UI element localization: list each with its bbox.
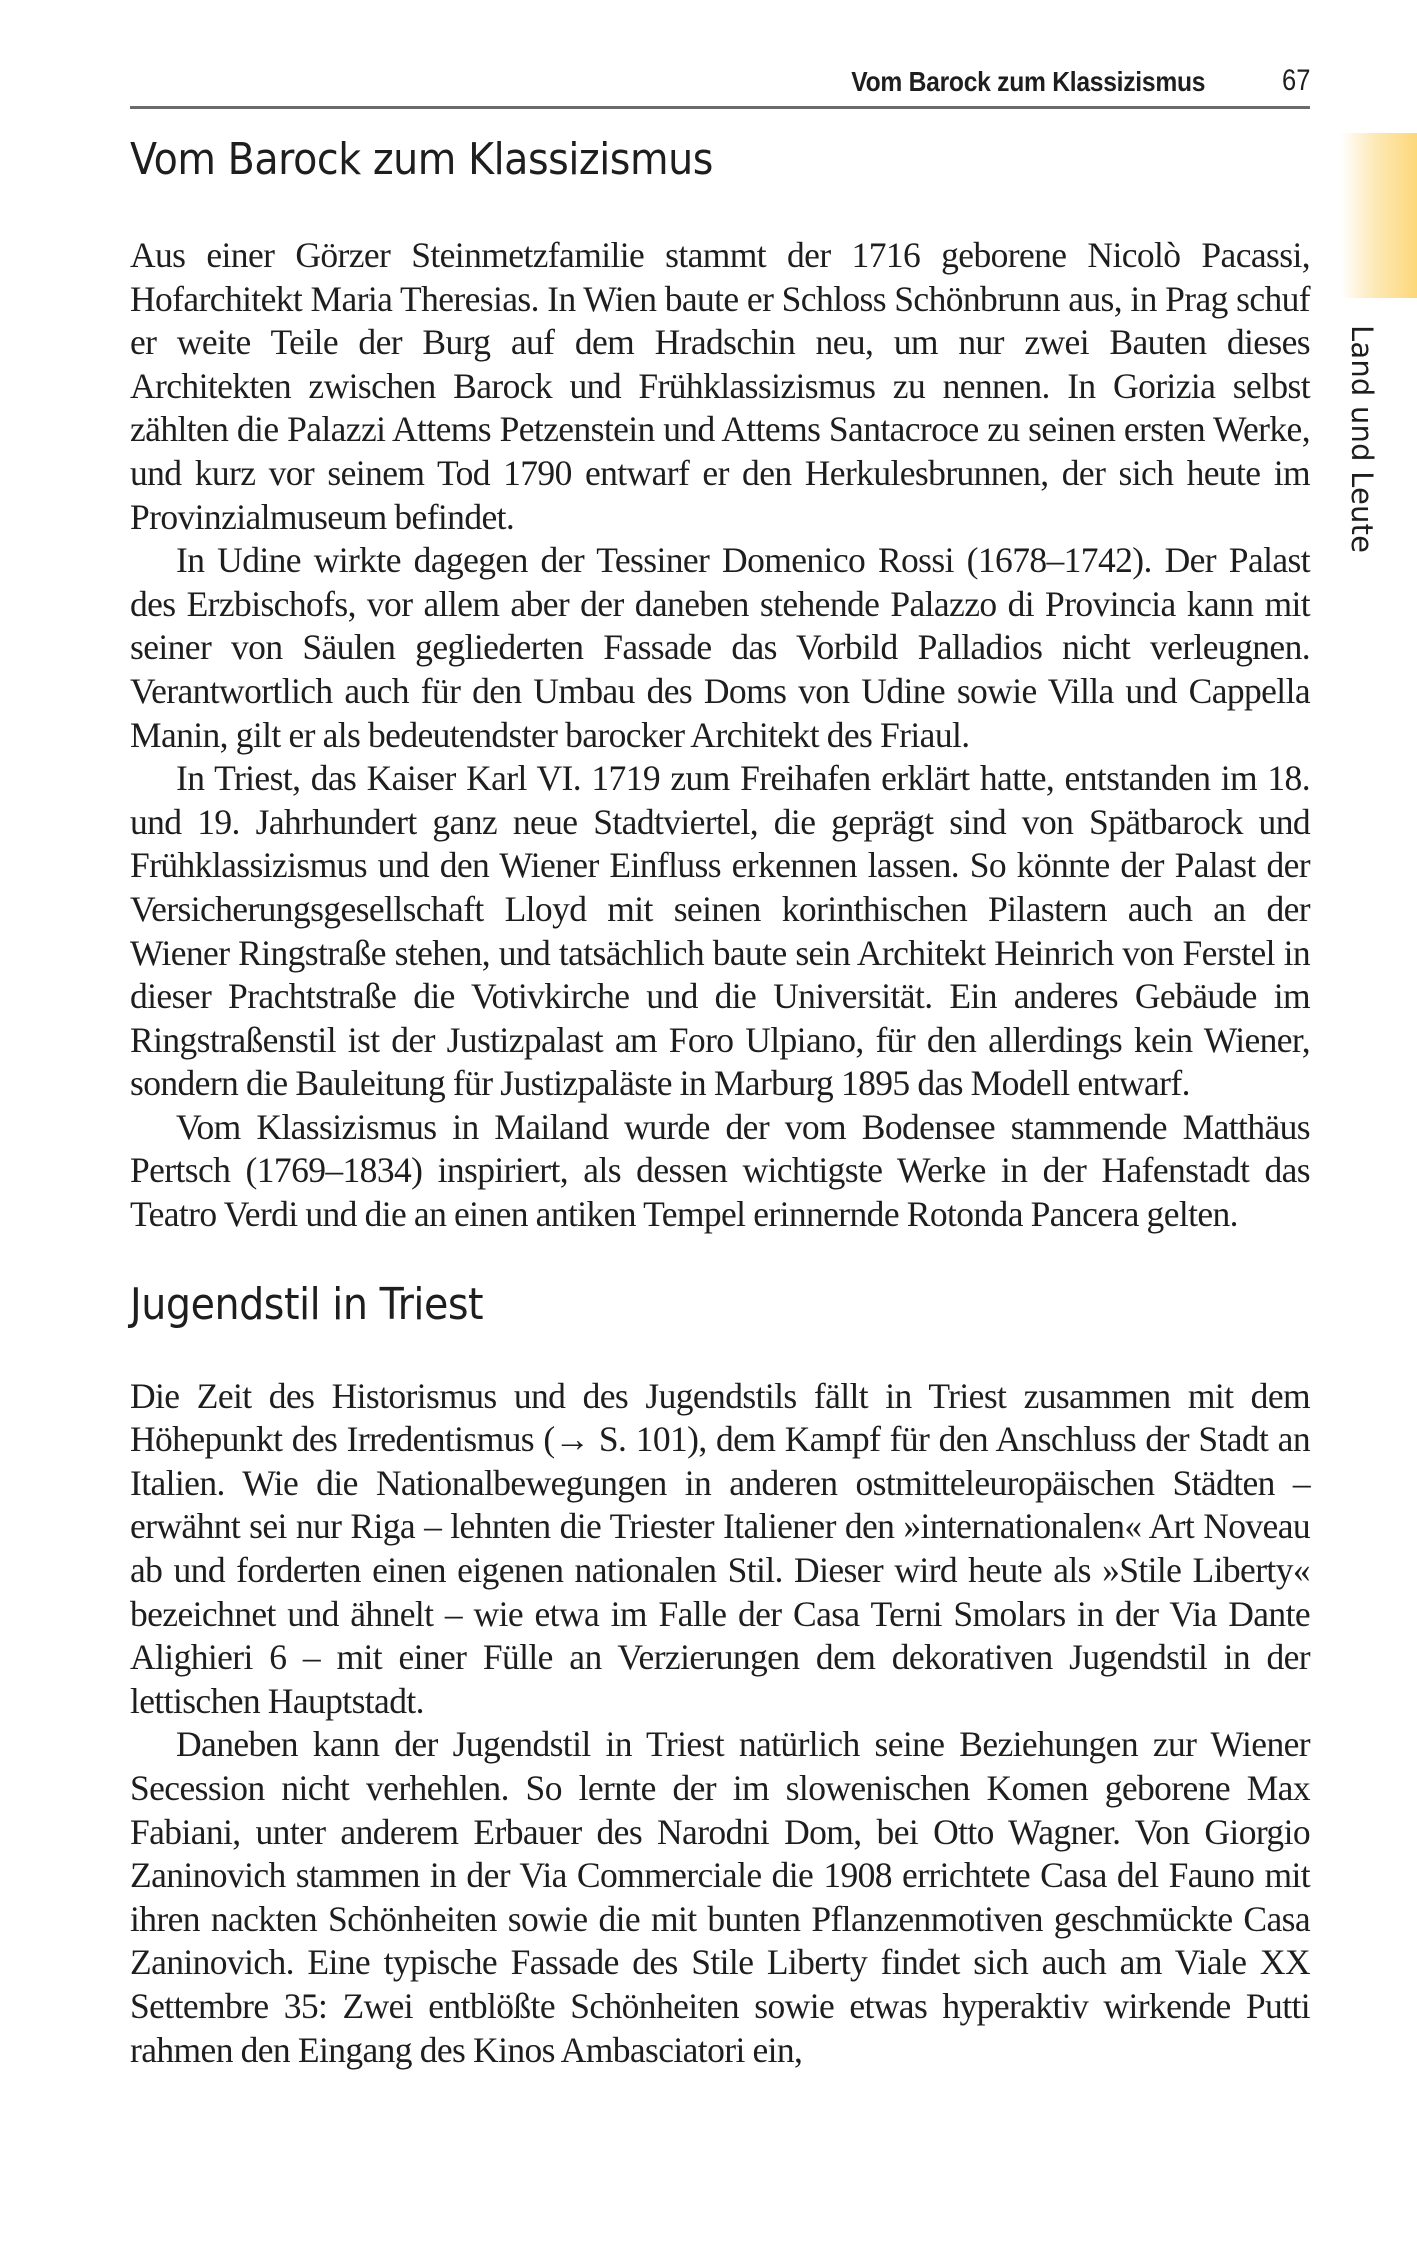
page-body bbox=[130, 130, 1310, 2072]
page-number: 67 bbox=[1281, 64, 1310, 97]
section-heading-barock: Vom Barock zum Klassizismus bbox=[130, 134, 713, 185]
paragraph: In Udine wirkte dagegen der Tessiner Domenico Rossi (1678–1742). Der Palast des Erzbischofs, vor allem aber der daneben stehende Palazzo di Provincia kann mit seiner von Säulen gegliederten Fassade das Vorbild Palladios nicht verleugnen. Verantwortlich auch für den Umbau des Doms von Udine sowie Villa und Cappella Manin, gilt er als bedeutendster barocker Architekt des Friaul. bbox=[130, 540, 1310, 755]
paragraph: Vom Klassizismus in Mailand wurde der vom Bodensee stammende Matthäus Pertsch (1769–1834) inspiriert, als dessen wichtigste Werke in der Hafenstadt das Teatro Verdi und die an einen antiken Tempel erinnernde Rotonda Pancera gelten. bbox=[130, 1106, 1310, 1235]
section-side-label bbox=[1345, 325, 1385, 565]
paragraph: In Triest, das Kaiser Karl VI. 1719 zum Freihafen erklärt hatte, entstanden im 18. und 19. Jahrhundert ganz neue Stadtviertel, die geprägt sind von Spätbarock und Frühklassizismus und den Wiener Einfluss erkennen lassen. So könnte der Palast der Versicherungsgesellschaft Lloyd mit seinen korinthischen Pilastern auch an der Wiener Ringstraße stehen, und tatsächlich baute sein Architekt Heinrich von Ferstel in dieser Prachtstraße die Votivkirche und die Universität. Ein anderes Gebäude im Ringstraßenstil ist der Justizpalast am Foro Ulpiano, für den allerdings kein Wiener, sondern die Bauleitung für Justizpaläste in Marburg 1895 das Modell entwarf. bbox=[130, 758, 1310, 1104]
section-heading-jugendstil: Jugendstil in Triest bbox=[130, 1278, 484, 1330]
running-head-title: Vom Barock zum Klassizismus bbox=[851, 66, 1205, 97]
section-side-label-text: Land und Leute bbox=[1345, 325, 1379, 554]
paragraph: Aus einer Görzer Steinmetzfamilie stammt der 1716 geborene Nicolò Pacassi, Hofarchitekt Maria Theresias. In Wien baute er Schloss Schönbrunn aus, in Prag schuf er weite Teile der Burg auf dem Hradschin neu, um nur zwei Bauten dieses Architekten zwischen Barock und Frühklassizismus zu nennen. In Gorizia selbst zählten die Palazzi Attems Petzenstein und Attems Santacroce zu seinen ersten Werke, und kurz vor seinem Tod 1790 entwarf er den Herkulesbrunnen, der sich heute im Provinzialmuseum befindet. bbox=[130, 235, 1310, 537]
paragraph: Daneben kann der Jugendstil in Triest natürlich seine Beziehungen zur Wiener Secession nicht verhehlen. So lernte der im slowenischen Komen geborene Max Fabiani, unter anderem Erbauer des Narodni Dom, bei Otto Wagner. Von Giorgio Zaninovich stammen in der Via Commerciale die 1908 errichtete Casa del Fauno mit ihren nackten Schönheiten sowie die mit bunten Pflanzenmotiven geschmückte Casa Zaninovich. Eine typische Fassade des Stile Liberty findet sich auch am Viale XX Settembre 35: Zwei entblößte Schönheiten sowie etwas hyperaktiv wirkende Putti rahmen den Eingang des Kinos Ambasciatori ein, bbox=[130, 1724, 1310, 2070]
running-head bbox=[130, 62, 1310, 109]
paragraph: Die Zeit des Historismus und des Jugendstils fällt in Triest zusammen mit dem Höhepunkt des Irredentismus (→ S. 101), dem Kampf für den Anschluss der Stadt an Italien. Wie die Nationalbewegungen in anderen ostmitteleuropäischen Städten – erwähnt sei nur Riga – lehnten die Triester Italiener den »internationalen« Art Noveau ab und forderten einen eigenen nationalen Stil. Dieser wird heute als »Stile Liberty« bezeichnet und ähnelt – wie etwa im Falle der Casa Terni Smolars in der Via Dante Alighieri 6 – mit einer Fülle an Verzierungen dem dekorativen Jugendstil in der lettischen Hauptstadt. bbox=[130, 1375, 1310, 1721]
thumb-index-tab bbox=[1340, 133, 1417, 298]
